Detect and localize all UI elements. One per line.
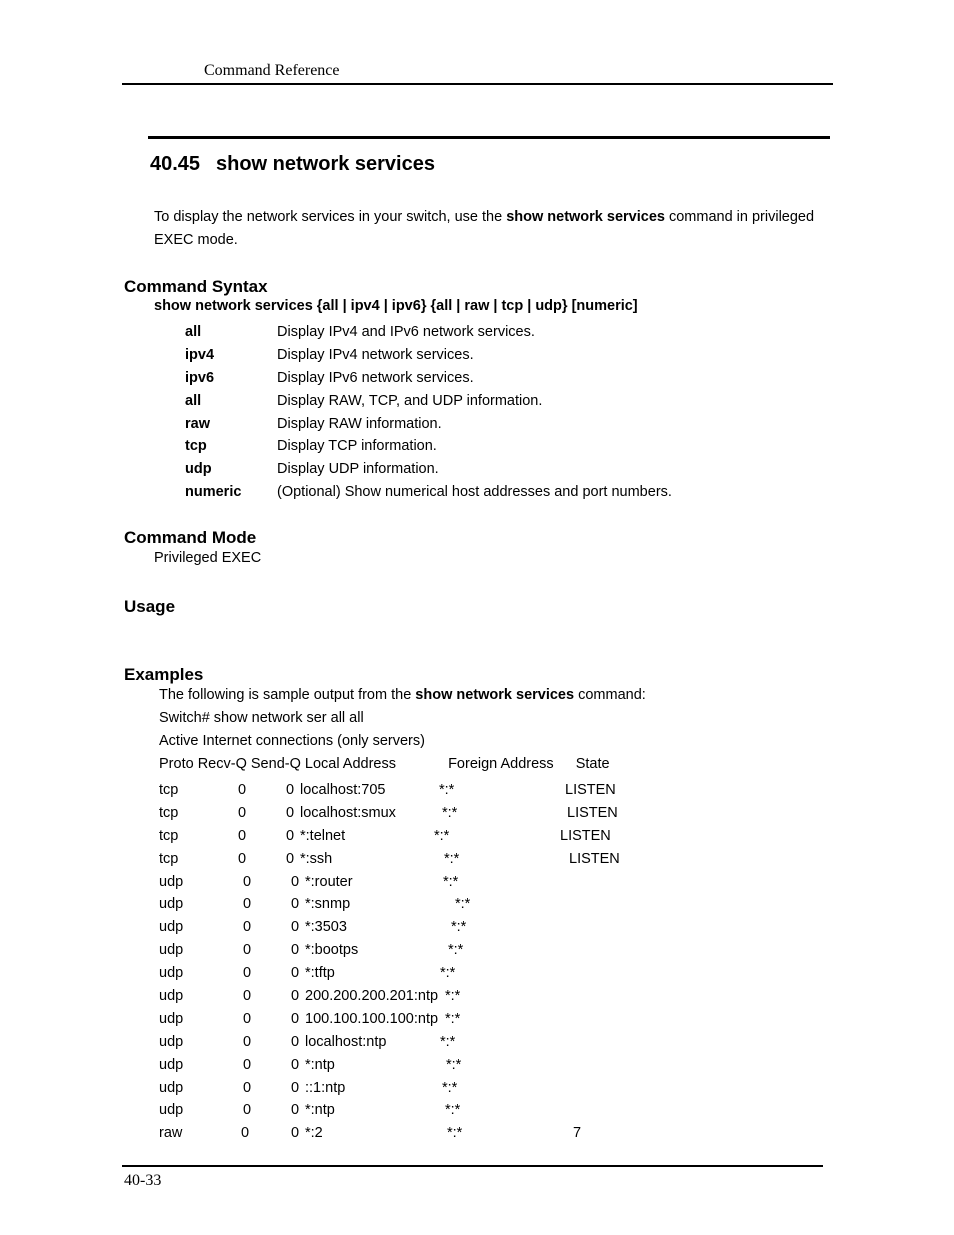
- parameter-description: Display TCP information.: [277, 438, 437, 455]
- foreign-address-cell: *:*: [451, 919, 467, 936]
- foreign-address-cell: *:*: [447, 1125, 463, 1142]
- foreign-address-cell: *:*: [445, 1102, 461, 1119]
- header-state: State: [575, 756, 610, 772]
- example-table-header: [159, 756, 610, 772]
- local-address-cell: localhost:ntp: [305, 1033, 387, 1050]
- recv-q-cell: 0: [241, 1125, 250, 1142]
- parameter-name: all: [185, 392, 202, 409]
- recv-q-cell: 0: [243, 1079, 252, 1096]
- header-send-q: Send-Q: [250, 756, 301, 772]
- example-caption: Active Internet connections (only servers): [159, 733, 425, 749]
- section-title-text: show network services: [216, 153, 435, 175]
- local-address-cell: localhost:smux: [300, 804, 396, 821]
- proto-cell: udp: [159, 873, 184, 890]
- parameter-table: [185, 321, 672, 504]
- foreign-address-cell: *:*: [440, 1033, 456, 1050]
- foreign-address-cell: *:*: [444, 850, 460, 867]
- proto-cell: tcp: [159, 804, 179, 821]
- recv-q-cell: 0: [238, 782, 247, 798]
- send-q-cell: 0: [286, 850, 295, 867]
- examples-heading: Examples: [124, 665, 204, 684]
- foreign-address-cell: *:*: [443, 873, 459, 890]
- recv-q-cell: 0: [238, 804, 247, 821]
- recv-q-cell: 0: [243, 942, 252, 959]
- running-header: Command Reference: [204, 62, 340, 79]
- send-q-cell: 0: [291, 919, 300, 936]
- title-rule: [148, 136, 830, 139]
- examples-intro: [159, 687, 646, 703]
- parameter-description: Display RAW, TCP, and UDP information.: [277, 392, 543, 409]
- proto-cell: udp: [159, 1102, 184, 1119]
- send-q-cell: 0: [291, 1079, 300, 1096]
- parameter-description: Display IPv6 network services.: [277, 369, 474, 386]
- send-q-cell: 0: [291, 1056, 300, 1073]
- local-address-cell: *:snmp: [305, 896, 351, 913]
- parameter-row: [185, 321, 672, 344]
- local-address-cell: *:ntp: [305, 1056, 335, 1073]
- parameter-name: udp: [185, 461, 212, 478]
- state-cell: LISTEN: [569, 850, 620, 867]
- state-cell: 7: [573, 1125, 582, 1142]
- proto-cell: udp: [159, 919, 184, 936]
- state-cell: LISTEN: [560, 827, 611, 844]
- recv-q-cell: 0: [243, 919, 252, 936]
- proto-cell: tcp: [159, 850, 179, 867]
- example-prompt-line: Switch# show network ser all all: [159, 710, 364, 726]
- parameter-name: ipv4: [185, 346, 215, 363]
- proto-cell: udp: [159, 1079, 184, 1096]
- send-q-cell: 0: [291, 1125, 300, 1142]
- parameter-row: [185, 344, 672, 367]
- proto-cell: tcp: [159, 827, 179, 844]
- parameter-name: tcp: [185, 438, 207, 455]
- send-q-cell: 0: [291, 1033, 300, 1050]
- parameter-description: Display UDP information.: [277, 461, 439, 478]
- local-address-cell: localhost:705: [300, 782, 386, 798]
- parameter-row: [185, 458, 672, 481]
- recv-q-cell: 0: [243, 1010, 252, 1027]
- intro-text-after: command in privileged EXEC mode.: [154, 209, 815, 248]
- header-rule: [122, 83, 833, 85]
- parameter-name: numeric: [185, 484, 242, 501]
- send-q-cell: 0: [291, 1102, 300, 1119]
- parameter-name: all: [185, 324, 202, 340]
- command-syntax-heading: Command Syntax: [124, 277, 268, 296]
- send-q-cell: 0: [286, 782, 295, 798]
- send-q-cell: 0: [291, 988, 300, 1005]
- header-recv-q: Recv-Q: [197, 756, 247, 772]
- local-address-cell: *:ssh: [300, 850, 333, 867]
- state-cell: LISTEN: [565, 782, 616, 798]
- local-address-cell: *:3503: [305, 919, 347, 936]
- recv-q-cell: 0: [243, 965, 252, 982]
- recv-q-cell: 0: [243, 988, 252, 1005]
- command-syntax-line: show network services {all | ipv4 | ipv6} {all | raw | tcp | udp} [numeric]: [154, 298, 638, 314]
- foreign-address-cell: *:*: [445, 988, 461, 1005]
- foreign-address-cell: *:*: [446, 1056, 462, 1073]
- local-address-cell: *:bootps: [305, 942, 359, 959]
- parameter-row: [185, 390, 672, 413]
- foreign-address-cell: *:*: [442, 804, 458, 821]
- send-q-cell: 0: [291, 942, 300, 959]
- local-address-cell: *:2: [305, 1125, 323, 1142]
- parameter-row: [185, 413, 672, 436]
- parameter-description: Display IPv4 network services.: [277, 346, 474, 363]
- proto-cell: udp: [159, 1010, 184, 1027]
- page-number: 40-33: [124, 1172, 162, 1189]
- recv-q-cell: 0: [238, 827, 247, 844]
- foreign-address-cell: *:*: [434, 827, 450, 844]
- proto-cell: tcp: [159, 782, 179, 798]
- examples-intro-after: command:: [574, 687, 646, 703]
- foreign-address-cell: *:*: [440, 965, 456, 982]
- examples-intro-before: The following is sample output from the: [159, 687, 416, 703]
- foreign-address-cell: *:*: [448, 942, 464, 959]
- parameter-description: Display RAW information.: [277, 415, 442, 432]
- foreign-address-cell: *:*: [455, 896, 471, 913]
- header-local-address: Local Address: [304, 756, 396, 772]
- recv-q-cell: 0: [243, 1102, 252, 1119]
- usage-heading: Usage: [124, 597, 176, 616]
- recv-q-cell: 0: [243, 873, 252, 890]
- proto-cell: raw: [159, 1125, 183, 1142]
- recv-q-cell: 0: [243, 1033, 252, 1050]
- parameter-row: [185, 367, 672, 390]
- foreign-address-cell: *:*: [445, 1010, 461, 1027]
- header-proto: Proto: [159, 756, 194, 772]
- proto-cell: udp: [159, 1033, 184, 1050]
- header-foreign-address: Foreign Address: [448, 756, 554, 772]
- foreign-address-cell: *:*: [442, 1079, 458, 1096]
- footer-rule: [122, 1165, 823, 1167]
- proto-cell: udp: [159, 942, 184, 959]
- local-address-cell: *:router: [305, 873, 353, 890]
- state-cell: LISTEN: [567, 804, 618, 821]
- foreign-address-cell: *:*: [439, 782, 455, 798]
- send-q-cell: 0: [291, 965, 300, 982]
- parameter-description: (Optional) Show numerical host addresses and port numbers.: [277, 484, 672, 501]
- send-q-cell: 0: [291, 896, 300, 913]
- proto-cell: udp: [159, 988, 184, 1005]
- parameter-name: raw: [185, 415, 210, 432]
- local-address-cell: *:telnet: [300, 827, 346, 844]
- recv-q-cell: 0: [238, 850, 247, 867]
- section-number: 40.45: [150, 153, 201, 175]
- send-q-cell: 0: [291, 873, 300, 890]
- examples-intro-command: show network services: [415, 687, 575, 703]
- local-address-cell: *:tftp: [305, 965, 335, 982]
- parameter-row: [185, 481, 672, 504]
- intro-command: show network services: [506, 209, 665, 225]
- parameter-description: Display IPv4 and IPv6 network services.: [277, 324, 535, 340]
- send-q-cell: 0: [291, 1010, 300, 1027]
- proto-cell: udp: [159, 896, 184, 913]
- send-q-cell: 0: [286, 804, 295, 821]
- command-mode-heading: Command Mode: [124, 528, 257, 547]
- send-q-cell: 0: [286, 827, 295, 844]
- section-title: [150, 153, 435, 176]
- parameter-name: ipv6: [185, 369, 215, 386]
- proto-cell: udp: [159, 965, 184, 982]
- local-address-cell: ::1:ntp: [305, 1079, 346, 1096]
- local-address-cell: 200.200.200.201:ntp: [305, 988, 439, 1005]
- proto-cell: udp: [159, 1056, 184, 1073]
- local-address-cell: *:ntp: [305, 1102, 335, 1119]
- local-address-cell: 100.100.100.100:ntp: [305, 1010, 439, 1027]
- recv-q-cell: 0: [243, 1056, 252, 1073]
- intro-text-before: To display the network services in your switch, use the: [154, 209, 507, 225]
- parameter-row: [185, 435, 672, 458]
- command-mode-text: Privileged EXEC: [154, 550, 262, 566]
- recv-q-cell: 0: [243, 896, 252, 913]
- intro-paragraph: [154, 206, 834, 252]
